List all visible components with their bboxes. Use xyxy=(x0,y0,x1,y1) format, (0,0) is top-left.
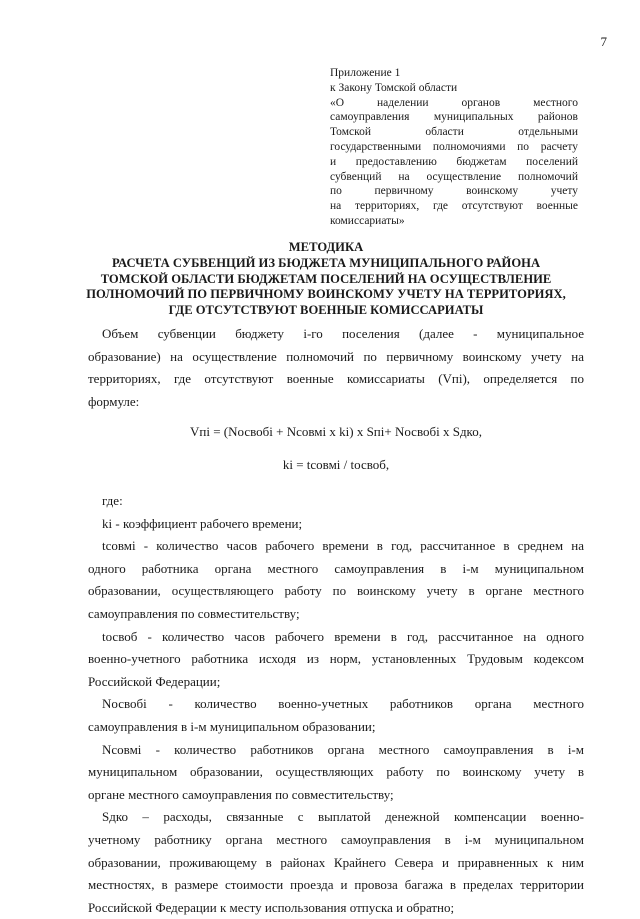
title-line: ПОЛНОМОЧИЙ ПО ПЕРВИЧНОМУ ВОИНСКОМУ УЧЕТУ НА ТЕРРИТОРИЯХ, xyxy=(86,287,566,302)
definition-line: образовании, осуществляющего работу по воинскому учету в органе местного xyxy=(88,583,584,599)
definition-line: органе местного самоуправления по совместительству; xyxy=(88,786,394,802)
appendix-line: комиссариаты» xyxy=(330,214,405,227)
intro-line: образование) на осуществление полномочий по первичному воинскому учету на xyxy=(88,348,584,364)
formula-k: ki = tсовмi / tосвоб, xyxy=(282,457,390,472)
appendix-line: на территориях, где отсутствуют военные xyxy=(330,200,578,213)
appendix-line: Приложение 1 xyxy=(330,67,401,79)
definition-line: одного работника органа местного самоуправления в i-м муниципальном xyxy=(88,560,584,576)
appendix-line: государственными полномочиями по расчету xyxy=(330,140,578,153)
appendix-header xyxy=(330,66,578,229)
definition-line: местностях, в размере стоимости проезда и провоза багажа в пределах территории xyxy=(88,877,584,893)
definition-line: Nосвобi - количество военно-учетных работников органа местного xyxy=(102,696,584,712)
definition-line: муниципальном образовании, осуществляющих работу по воинскому учету в xyxy=(88,764,584,780)
title-line: РАСЧЕТА СУБВЕНЦИЙ ИЗ БЮДЖЕТА МУНИЦИПАЛЬНОГО РАЙОНА xyxy=(111,255,541,270)
appendix-line: «О наделении органов местного xyxy=(330,96,578,109)
definition-line: учетному работнику органа местного самоуправления в i-м муниципальном xyxy=(88,831,584,847)
formula-main: Vпi = (Nосвобi + Nсовмi х ki) х Sпi+ Nосвобi х Sдко, xyxy=(190,424,482,439)
intro-line: Объем субвенции бюджету i-го поселения (далее - муниципальное xyxy=(102,326,584,341)
title-line: МЕТОДИКА xyxy=(288,240,364,254)
definitions-list xyxy=(88,490,584,919)
definition-line: самоуправления по совместительству; xyxy=(88,605,300,621)
definition-line: где: xyxy=(102,493,123,508)
title-line: ГДЕ ОТСУТСТВУЮТ ВОЕННЫЕ КОМИССАРИАТЫ xyxy=(168,303,484,318)
definition-line: Nсовмi - количество работников органа местного самоуправления в i-м xyxy=(102,741,584,757)
appendix-line: Томской области отдельными xyxy=(330,126,578,139)
definition-line: Sдко – расходы, связанные с выплатой денежной компенсации военно- xyxy=(102,809,584,825)
definition-line: Российской Федерации к месту использования отпуска и обратно; xyxy=(88,899,455,915)
definition-line: военно-учетного работника исходя из норм, установленных Трудовым кодексом xyxy=(88,651,584,667)
definition-line: ki - коэффициент рабочего времени; xyxy=(102,515,303,531)
definition-line: образовании, проживающему в районах Крайнего Севера и приравненных к ним xyxy=(88,854,584,870)
title-line: ТОМСКОЙ ОБЛАСТИ БЮДЖЕТАМ ПОСЕЛЕНИЙ НА ОСУЩЕСТВЛЕНИЕ xyxy=(100,271,552,286)
page-number: 7 xyxy=(600,34,607,49)
definition-line: Российской Федерации; xyxy=(88,673,221,689)
definition-line: tсовмi - количество часов рабочего времени в год, рассчитанное в среднем на xyxy=(102,538,584,554)
definition-line: самоуправления в i-м муниципальном образовании; xyxy=(88,718,376,734)
intro-paragraph xyxy=(88,323,584,413)
intro-line: территориях, где отсутствуют военные комиссариаты (Vпi), определяется по xyxy=(88,371,584,387)
appendix-line: по первичному воинскому учету xyxy=(330,185,578,198)
appendix-line: самоуправления муниципальных районов xyxy=(330,111,578,124)
appendix-line: субвенций на осуществление полномочий xyxy=(330,170,578,183)
definition-line: tосвоб - количество часов рабочего времени в год, рассчитанное на одного xyxy=(102,628,584,644)
document-title xyxy=(66,240,586,319)
appendix-line: и предоставлению бюджетам поселений xyxy=(330,155,578,168)
appendix-line: к Закону Томской области xyxy=(330,81,458,94)
intro-line: формуле: xyxy=(88,393,140,409)
